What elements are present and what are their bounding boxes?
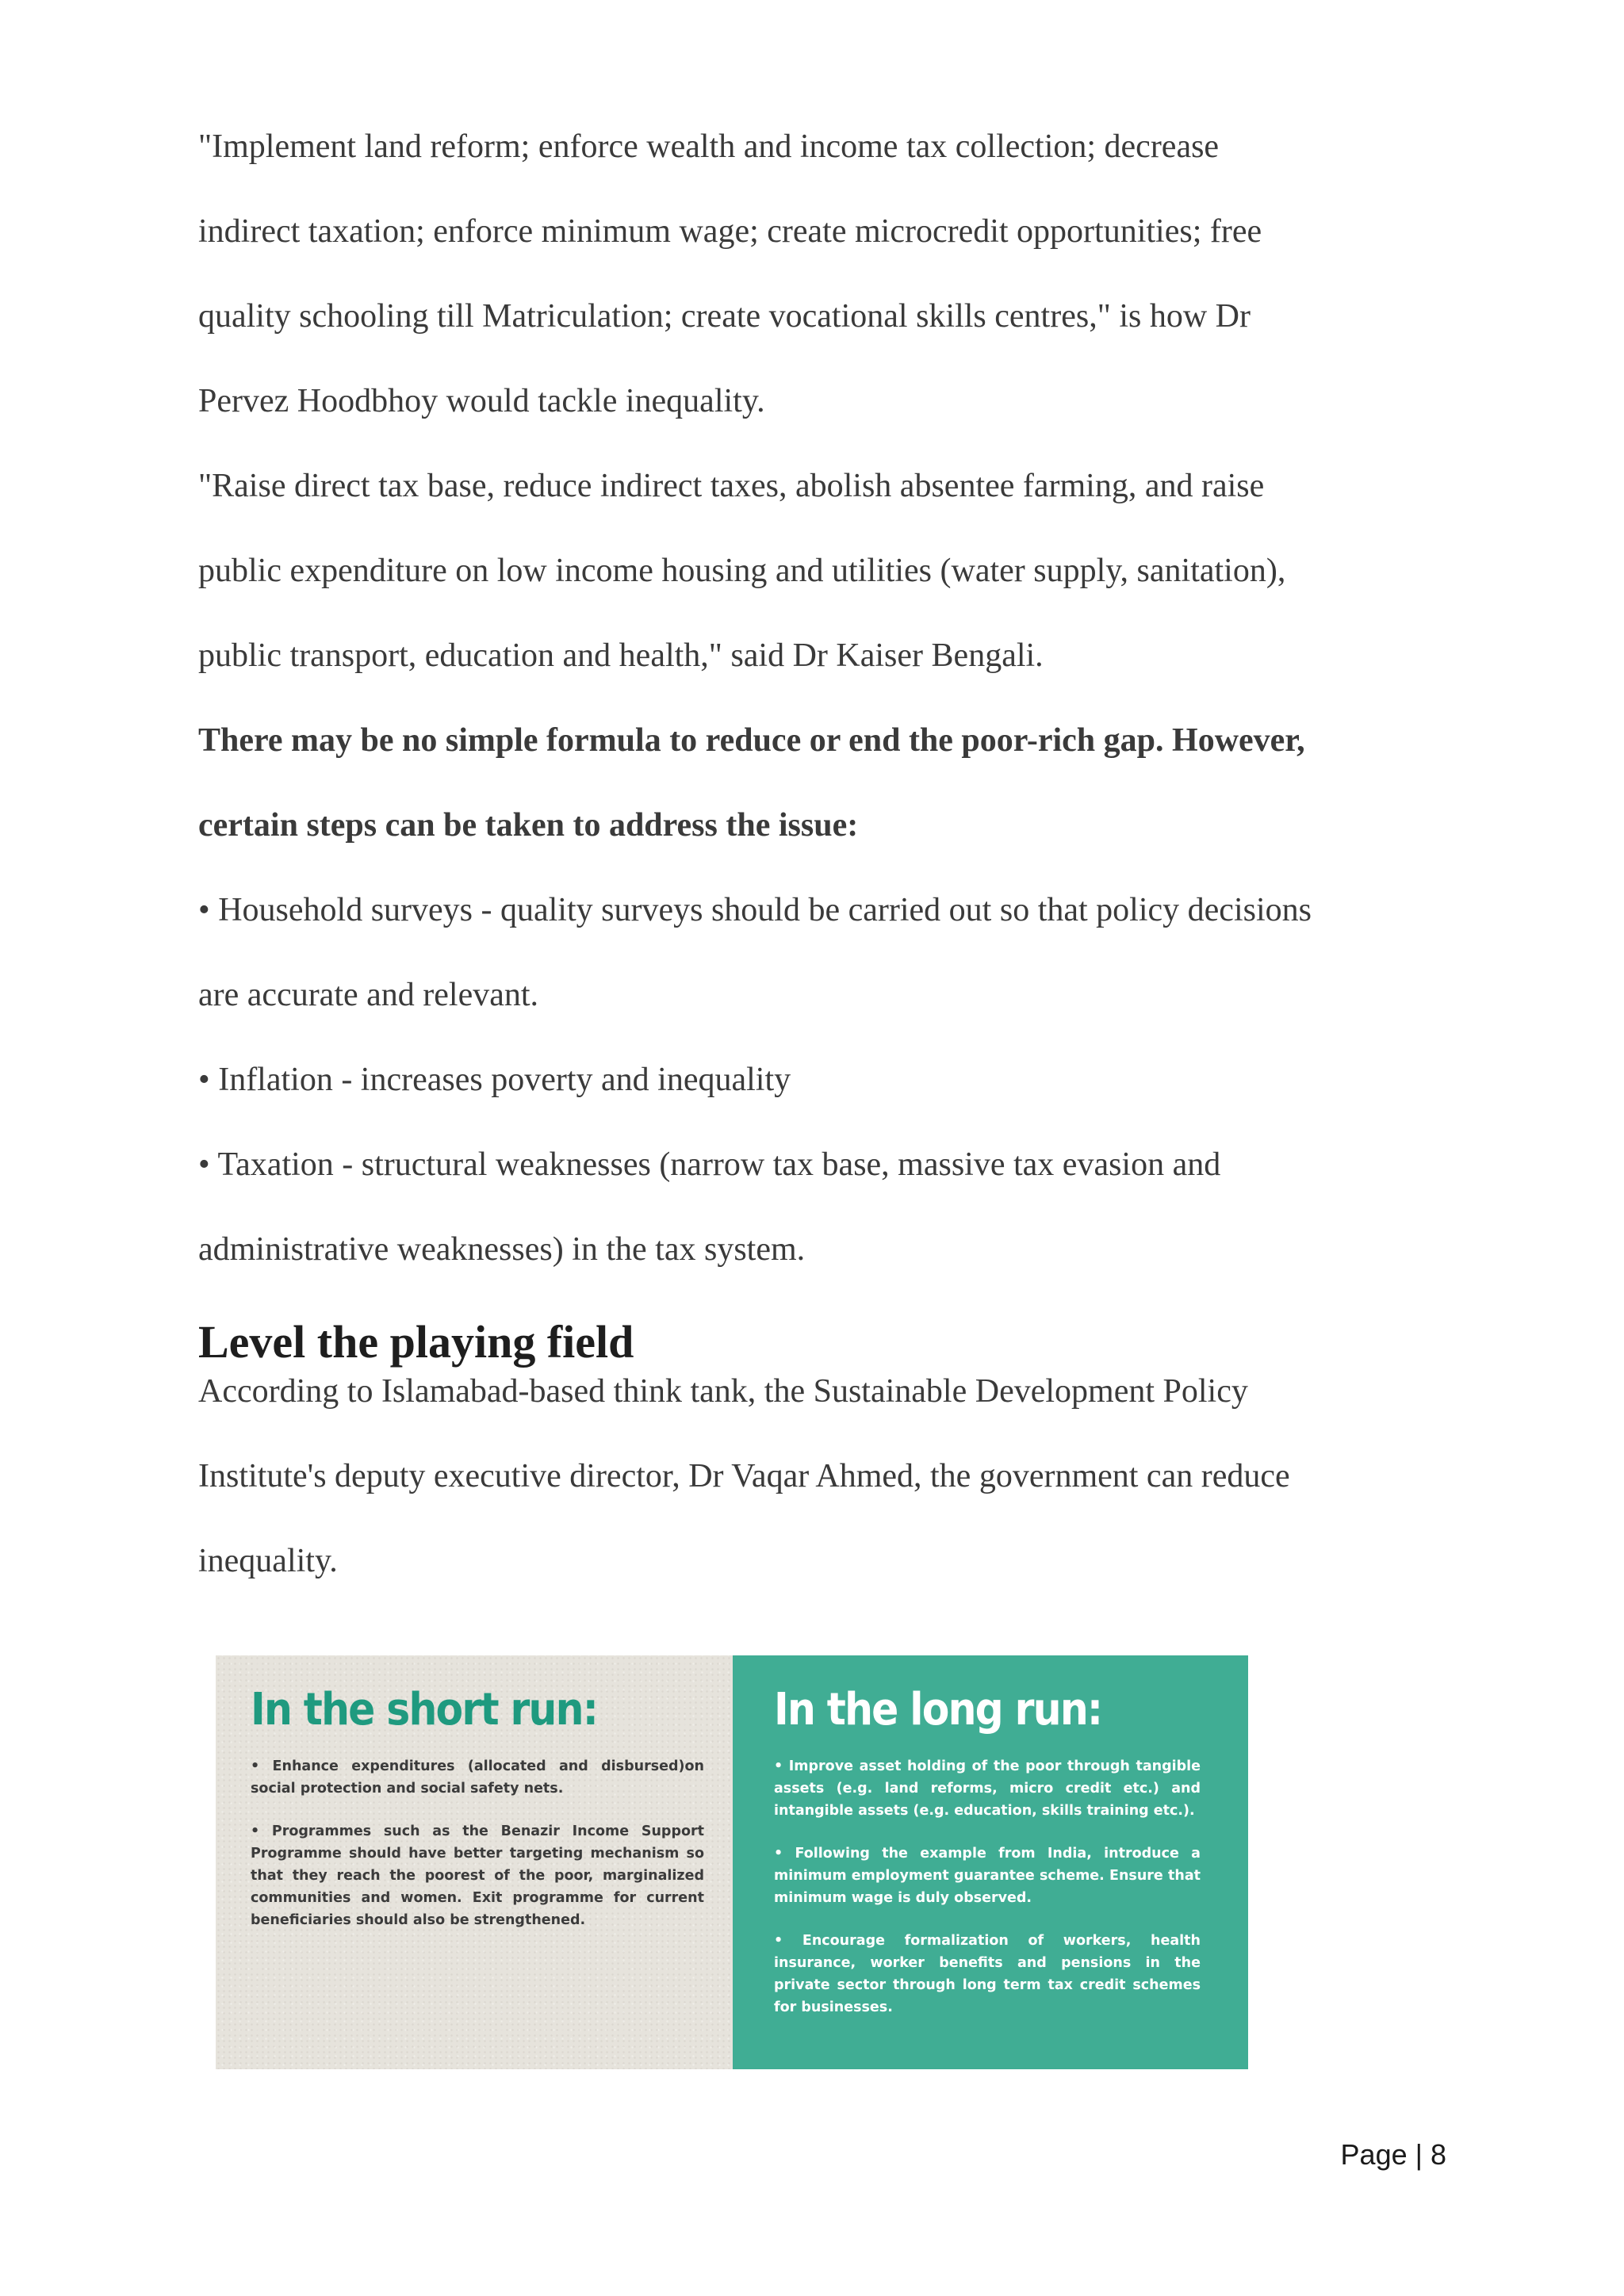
paragraph-line: public transport, education and health," said Dr Kaiser Bengali. <box>198 637 1044 674</box>
long-run-item: • Encourage formalization of workers, health insurance, worker benefits and pensions in the private sector through long term tax credit schemes for businesses. <box>774 1933 1201 2015</box>
paragraph-line: indirect taxation; enforce minimum wage; create microcredit opportunities; free <box>198 213 1262 250</box>
short-run-panel <box>216 1655 733 2069</box>
bold-intro-line: certain steps can be taken to address the issue: <box>198 807 859 844</box>
long-run-panel <box>733 1655 1248 2069</box>
long-run-item: • Improve asset holding of the poor through tangible assets (e.g. land reforms, micro credit etc.) and intangible assets (e.g. education, skills training etc.). <box>774 1758 1201 1819</box>
bullet-line: • Inflation - increases poverty and inequality <box>198 1062 791 1098</box>
bullet-line: are accurate and relevant. <box>198 977 539 1013</box>
paragraph-line: Institute's deputy executive director, Dr Vaqar Ahmed, the government can reduce <box>198 1458 1290 1494</box>
short-run-title: In the short run: <box>251 1684 598 1735</box>
bullet-line: • Taxation - structural weaknesses (narrow tax base, massive tax evasion and <box>198 1146 1221 1183</box>
paragraph-line: inequality. <box>198 1543 338 1579</box>
paragraph-line: "Raise direct tax base, reduce indirect taxes, abolish absentee farming, and raise <box>198 468 1265 504</box>
long-run-item: • Following the example from India, introduce a minimum employment guarantee scheme. Ensure that minimum wage is duly observed. <box>774 1846 1201 1906</box>
short-run-item: • Programmes such as the Benazir Income Support Programme should have better targeting mechanism so that they reach the poorest of the poor, marginalized communities and women. Exit programme for current beneficiaries should also be strengthened. <box>251 1823 704 1928</box>
bullet-line: • Household surveys - quality surveys should be carried out so that policy decisions <box>198 892 1312 928</box>
paragraph-line: Pervez Hoodbhoy would tackle inequality. <box>198 383 765 419</box>
paragraph-line: According to Islamabad-based think tank, the Sustainable Development Policy <box>198 1373 1248 1410</box>
long-run-list <box>774 1755 1201 2019</box>
bullet-line: administrative weaknesses) in the tax system. <box>198 1231 806 1268</box>
short-run-item: • Enhance expenditures (allocated and disbursed)on social protection and social safety nets. <box>251 1758 704 1797</box>
paragraph-line: "Implement land reform; enforce wealth and income tax collection; decrease <box>198 128 1220 165</box>
long-run-title: In the long run: <box>774 1684 1102 1735</box>
paragraph-line: public expenditure on low income housing and utilities (water supply, sanitation), <box>198 553 1286 589</box>
paragraph-line: quality schooling till Matriculation; create vocational skills centres," is how Dr <box>198 298 1251 335</box>
section-heading: Level the playing field <box>198 1316 634 1368</box>
short-run-list <box>251 1755 704 1931</box>
policy-infographic <box>216 1655 1248 2069</box>
bold-intro-line: There may be no simple formula to reduce or end the poor-rich gap. However, <box>198 722 1305 759</box>
page-number: Page | 8 <box>1340 2138 1446 2171</box>
